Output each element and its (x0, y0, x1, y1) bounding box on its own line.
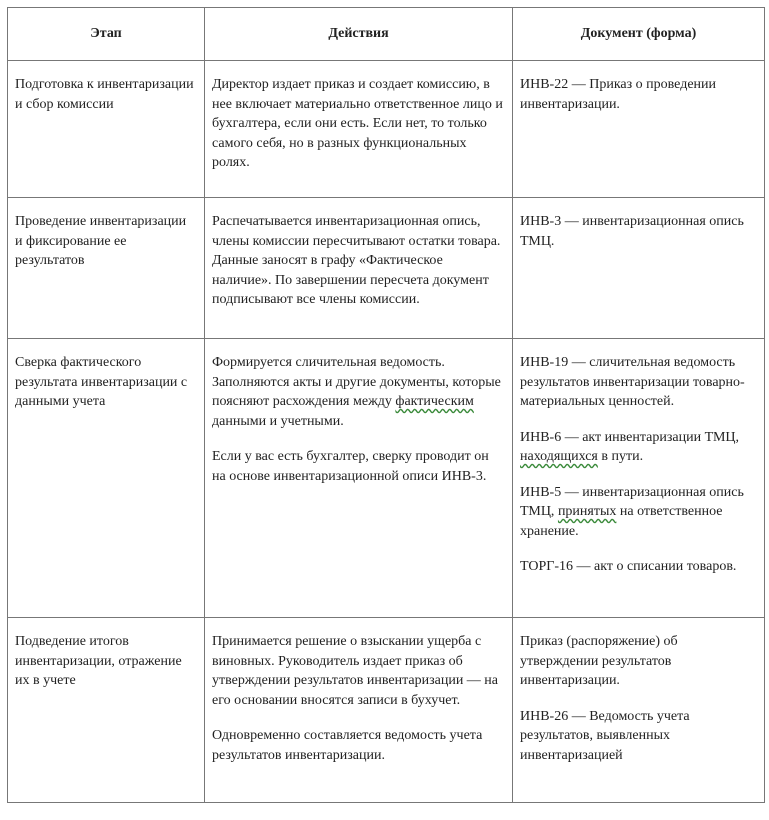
spellcheck-marked-word: находящихся (520, 449, 598, 464)
stage-cell (8, 61, 205, 198)
actions-text: Одновременно составляется ведомость учета результатов инвентаризации. (212, 728, 483, 763)
document-text: ТОРГ-16 — акт о списании товаров. (520, 559, 737, 574)
table-row (8, 339, 765, 618)
text-span: ИНВ-6 — акт инвентаризации ТМЦ, (520, 429, 740, 445)
text-span: в пути. (597, 449, 644, 464)
header-actions: Действия (205, 8, 513, 61)
document-text: ИНВ-19 — сличительная ведомость результатов инвентаризации товарно-материальных ценностей. (520, 355, 745, 409)
actions-text (212, 353, 505, 431)
stage-text: Сверка фактического результата инвентаризации с данными учета (15, 355, 188, 409)
actions-text: Если у вас есть бухгалтер, сверку проводит он на основе инвентаризационной описи ИНВ-3. (212, 449, 489, 484)
stage-text: Подведение итогов инвентаризации, отражение их в учете (15, 634, 182, 688)
stage-text: Подготовка к инвентаризации и сбор комиссии (15, 77, 194, 112)
table-row (8, 618, 765, 803)
spellcheck-marked-word: фактическим (395, 394, 474, 409)
actions-text: Директор издает приказ и создает комиссию, в нее включает материально ответственное лицо и бухгалтера, если они есть. Если нет, то только самого себя, но в разных функциональных ролях. (212, 77, 503, 170)
document-text: ИНВ-26 — Ведомость учета результатов, выявленных инвентаризацией (520, 708, 690, 763)
document-cell (513, 198, 765, 339)
document-cell (513, 618, 765, 803)
actions-text: Принимается решение о взыскании ущерба с виновных. Руководитель издает приказ об утверждении результатов инвентаризации — на его основании вносятся записи в бухучет. (212, 634, 499, 708)
stage-cell (8, 198, 205, 339)
actions-text: Распечатывается инвентаризационная опись, члены комиссии пересчитывают остатки товара. Данные заносят в графу «Фактическое наличие». По завершении пересчета документ подписывают все члены комиссии. (212, 214, 501, 307)
document-cell (513, 61, 765, 198)
actions-cell (205, 618, 513, 803)
document-text: ИНВ-3 — инвентаризационная опись ТМЦ. (520, 214, 744, 249)
text-span: данными и учетными. (212, 413, 344, 429)
document-cell (513, 339, 765, 618)
inventory-table (7, 7, 765, 803)
header-stage: Этап (8, 8, 205, 61)
text-span: Формируется сличительная ведомость. Заполняются акты и другие документы, которые поясняют расхождения между (212, 355, 501, 409)
actions-cell (205, 61, 513, 198)
text-span: ИНВ-5 — инвентаризационная опись ТМЦ, (520, 484, 744, 519)
document-text: ИНВ-22 — Приказ о проведении инвентаризации. (520, 77, 717, 112)
table-row (8, 198, 765, 339)
actions-cell (205, 339, 513, 618)
stage-cell (8, 339, 205, 618)
table-row (8, 61, 765, 198)
actions-cell (205, 198, 513, 339)
text-span: на ответственное хранение. (520, 504, 723, 539)
stage-text: Проведение инвентаризации и фиксирование ее результатов (15, 214, 187, 268)
stage-cell (8, 618, 205, 803)
document-text (520, 483, 757, 542)
spellcheck-marked-word: принятых (557, 504, 617, 519)
header-row (8, 8, 765, 61)
document-text: Приказ (распоряжение) об утверждении результатов инвентаризации. (520, 634, 678, 688)
document-text (520, 428, 757, 467)
header-document: Документ (форма) (513, 8, 765, 61)
